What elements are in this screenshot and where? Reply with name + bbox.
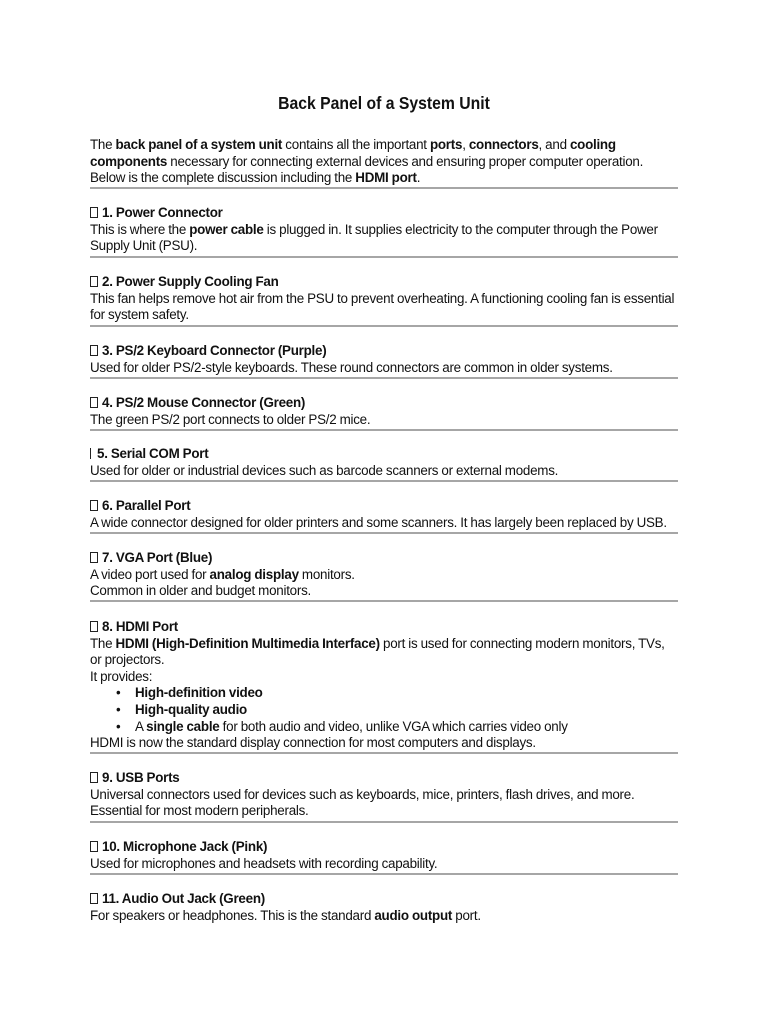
section-cooling-fan [90, 274, 678, 324]
intro-bold: cooling components [90, 137, 616, 169]
bullet-text: for both audio and video, unlike VGA which carries video only [219, 718, 568, 734]
section-divider [90, 873, 678, 875]
section-ps2-keyboard [90, 343, 678, 376]
section-body: Used for older PS/2-style keyboards. These round connectors are common in older systems. [90, 359, 613, 375]
section-ps2-mouse [90, 395, 678, 428]
section-heading-label: 8. HDMI Port [102, 619, 179, 634]
section-heading [90, 498, 678, 515]
section-heading-label: 1. Power Connector [102, 205, 223, 220]
bullet-text: High-definition video [135, 685, 263, 701]
intro-bold: back panel of a system unit [115, 137, 283, 152]
section-heading [90, 619, 678, 636]
list-item [90, 702, 678, 719]
section-heading-label: 10. Microphone Jack (Pink) [102, 839, 268, 854]
section-heading-label: 3. PS/2 Keyboard Connector (Purple) [102, 343, 327, 358]
checkbox-glyph-icon [90, 552, 98, 563]
section-bold: audio output [374, 907, 453, 923]
section-heading [90, 839, 678, 856]
checkbox-glyph-icon [90, 841, 98, 852]
checkbox-glyph-icon [90, 772, 98, 783]
checkbox-glyph-icon [90, 621, 98, 632]
bullet-list [90, 685, 678, 735]
section-parallel-port [90, 498, 678, 531]
section-bold: analog display [209, 566, 299, 582]
section-audio-out-jack [90, 891, 678, 924]
section-heading [90, 205, 678, 222]
section-heading [90, 274, 678, 291]
checkbox-glyph-icon [90, 500, 98, 511]
section-divider [90, 532, 678, 534]
section-heading-label: 6. Parallel Port [102, 498, 191, 513]
section-text: port. [452, 907, 481, 923]
list-item [90, 719, 678, 736]
section-serial-com [90, 446, 678, 479]
section-microphone-jack [90, 839, 678, 872]
section-divider [90, 600, 678, 602]
checkbox-glyph-icon [90, 397, 98, 408]
intro-bold: HDMI port [355, 170, 417, 186]
section-text: The [90, 635, 116, 651]
section-body: Used for older or industrial devices such as barcode scanners or external modems. [90, 462, 559, 478]
intro-text: contains all the important [282, 137, 430, 152]
section-vga-port [90, 550, 678, 600]
page-title: Back Panel of a System Unit [278, 93, 490, 113]
bullet-text: A [135, 718, 147, 734]
intro-text: , and [538, 137, 570, 152]
bullet-text: High-quality audio [135, 701, 247, 717]
section-heading-label: 7. VGA Port (Blue) [102, 550, 213, 565]
intro-text: necessary for connecting external devices and ensuring proper computer operation. Below is the complete discussion including the [90, 153, 644, 186]
checkbox-glyph-icon [90, 345, 98, 356]
section-heading [90, 891, 678, 908]
intro-text: . [416, 170, 421, 186]
section-body: The green PS/2 port connects to older PS/2 mice. [90, 411, 371, 427]
section-text: A video port used for [90, 566, 210, 582]
section-divider [90, 377, 678, 379]
section-divider [90, 821, 678, 823]
section-divider [90, 429, 678, 431]
section-text: This is where the [90, 221, 190, 237]
section-heading-label: 11. Audio Out Jack (Green) [102, 891, 265, 906]
section-power-connector [90, 205, 678, 255]
section-heading [90, 395, 678, 412]
section-body: Universal connectors used for devices such as keyboards, mice, printers, flash drives, and more. Essential for most modern peripherals. [90, 786, 635, 819]
section-heading [90, 343, 678, 360]
section-body: This fan helps remove hot air from the PSU to prevent overheating. A functioning cooling fan is essential for system safety. [90, 290, 675, 323]
intro-bold: connectors [468, 137, 539, 152]
section-text: port is used for connecting modern monitors, TVs, or projectors. [90, 635, 665, 668]
checkbox-glyph-icon [90, 893, 98, 904]
checkbox-glyph-icon [90, 276, 98, 287]
section-bold: power cable [189, 221, 264, 237]
checkbox-glyph-icon [90, 448, 93, 459]
section-body: HDMI is now the standard display connection for most computers and displays. [90, 735, 536, 751]
section-text: is plugged in. It supplies electricity to the computer through the Power Supply Unit (PSU). [90, 221, 658, 254]
intro-text: , [462, 137, 469, 152]
intro-bold: ports [429, 137, 463, 152]
section-divider [90, 752, 678, 754]
section-text: monitors. [298, 566, 355, 582]
bullet-bold: single cable [146, 718, 220, 734]
section-heading [90, 550, 678, 567]
intro-text: The [90, 137, 116, 152]
section-heading-label: 2. Power Supply Cooling Fan [102, 274, 279, 289]
section-heading-label: 5. Serial COM Port [97, 446, 209, 461]
section-body: Used for microphones and headsets with recording capability. [90, 855, 438, 871]
section-bold: HDMI (High-Definition Multimedia Interface) [115, 635, 380, 651]
section-body: A wide connector designed for older printers and some scanners. It has largely been replaced by USB. [90, 514, 667, 530]
section-divider [90, 256, 678, 258]
section-heading-label: 4. PS/2 Mouse Connector (Green) [102, 395, 306, 410]
section-heading-label: 9. USB Ports [102, 770, 180, 785]
section-divider [90, 325, 678, 327]
section-heading [90, 446, 678, 463]
section-divider [90, 480, 678, 482]
section-text: For speakers or headphones. This is the standard [90, 907, 375, 923]
section-body: Common in older and budget monitors. [90, 583, 311, 599]
section-hdmi-port [90, 619, 678, 752]
section-usb-ports [90, 770, 678, 820]
intro-paragraph [90, 137, 678, 187]
section-divider [90, 187, 678, 189]
list-item [90, 685, 678, 702]
section-body: It provides: [90, 668, 153, 684]
checkbox-glyph-icon [90, 207, 98, 218]
section-heading [90, 770, 678, 787]
